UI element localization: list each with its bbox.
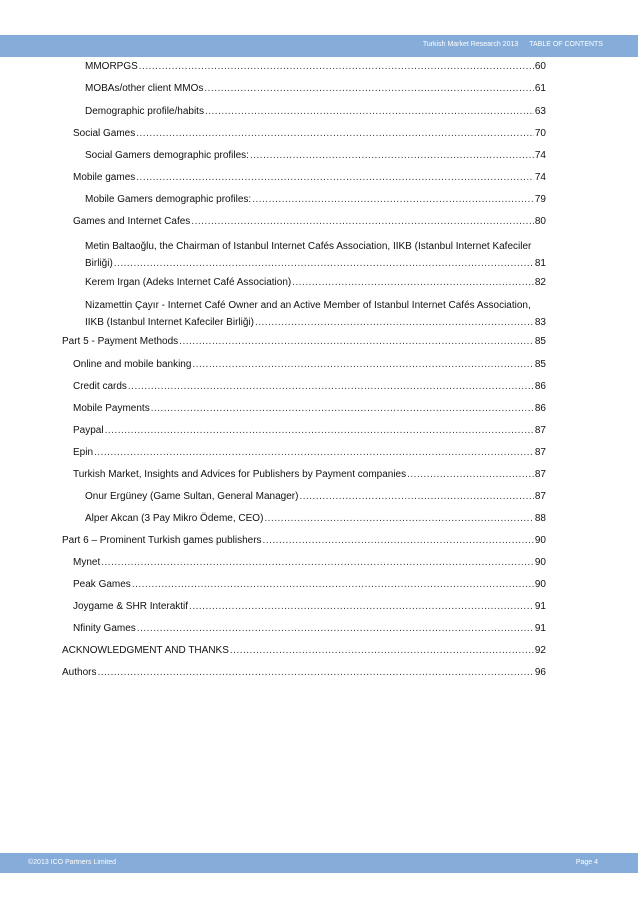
toc-entry-mynet[interactable] <box>73 556 546 570</box>
dot-leader <box>263 534 534 548</box>
toc-entry-title: Part 5 - Payment Methods <box>62 336 179 347</box>
toc-entry-title: Birliği) <box>85 258 113 269</box>
toc-entry-online-mobile-banking[interactable] <box>73 358 546 372</box>
toc-entry-mmorpgs[interactable] <box>85 60 546 74</box>
toc-entry-page: 87 <box>534 425 546 436</box>
toc-entry-title: Peak Games <box>73 579 131 590</box>
toc-entry-title: Online and mobile banking <box>73 359 192 370</box>
toc-entry-title: Nfinity Games <box>73 623 136 634</box>
dot-leader <box>136 171 534 185</box>
toc-entry-paypal[interactable] <box>73 424 546 438</box>
dot-leader <box>255 314 534 331</box>
toc-entry-onur-erguney[interactable] <box>85 490 546 504</box>
toc-entry-title: Joygame & SHR Interaktif <box>73 601 189 612</box>
dot-leader <box>151 402 534 416</box>
dot-leader <box>407 468 534 482</box>
toc-entry-title: Mobile Payments <box>73 403 150 414</box>
toc-entry-title-line1: Nizamettin Çayır - Internet Café Owner and an Active Member of Istanbul Internet Cafés Association, <box>85 300 531 311</box>
toc-entry-acknowledgment[interactable] <box>62 644 546 658</box>
toc-entry-page: 90 <box>534 535 546 546</box>
toc-entry-page: 92 <box>534 645 546 656</box>
toc-entry-page: 87 <box>534 469 546 480</box>
toc-entry-page: 63 <box>534 106 546 117</box>
dot-leader <box>264 512 533 526</box>
dot-leader <box>189 600 534 614</box>
dot-leader <box>136 127 534 141</box>
toc-entry-page: 90 <box>534 557 546 568</box>
toc-entry-page: 86 <box>534 403 546 414</box>
toc-entry-title: Turkish Market, Insights and Advices for Publishers by Payment companies <box>73 469 407 480</box>
dot-leader <box>101 556 534 570</box>
toc-entry-mobile-games[interactable] <box>73 171 546 185</box>
dot-leader <box>205 105 534 119</box>
dot-leader <box>139 60 534 74</box>
toc-entry-title: Demographic profile/habits <box>85 106 204 117</box>
dot-leader <box>114 255 534 272</box>
toc-entry-title-line1: Metin Baltaoğlu, the Chairman of Istanbul Internet Cafés Association, IIKB (Istanbul Internet Kafeciler <box>85 241 532 252</box>
footer-copyright: ©2013 ICO Partners Limited <box>28 859 117 866</box>
dot-leader <box>204 82 534 96</box>
toc-entry-title: Alper Akcan (3 Pay Mikro Ödeme, CEO) <box>85 513 264 524</box>
toc-entry-page: 80 <box>534 216 546 227</box>
section-title: TABLE OF CONTENTS <box>529 41 603 48</box>
toc-entry-title: Mobile games <box>73 172 136 183</box>
dot-leader <box>137 622 534 636</box>
toc-entry-page: 60 <box>534 61 546 72</box>
toc-entry-kerem-irgan[interactable] <box>85 276 546 290</box>
toc-entry-title: Social Games <box>73 128 136 139</box>
toc-entry-title: Part 6 – Prominent Turkish games publishers <box>62 535 262 546</box>
toc-entry-social-games[interactable] <box>73 127 546 141</box>
toc-entry-page: 87 <box>534 447 546 458</box>
dot-leader <box>192 358 533 372</box>
toc-entry-page: 90 <box>534 579 546 590</box>
toc-entry-title: IIKB (Istanbul Internet Kafeciler Birliği) <box>85 317 254 328</box>
toc-entry-epin[interactable] <box>73 446 546 460</box>
toc-entry-part5[interactable] <box>62 335 546 349</box>
toc-entry-title: MMORPGS <box>85 61 138 72</box>
toc-entry-page: 74 <box>534 172 546 183</box>
dot-leader <box>105 424 534 438</box>
dot-leader <box>250 149 534 163</box>
toc-entry-games-internet-cafes[interactable] <box>73 215 546 229</box>
dot-leader <box>299 490 533 504</box>
toc-entry-page: 85 <box>534 359 546 370</box>
toc-entry-page: 81 <box>534 258 546 269</box>
toc-entry-nfinity-games[interactable] <box>73 622 546 636</box>
toc-entry-title: Social Gamers demographic profiles: <box>85 150 249 161</box>
dot-leader <box>132 578 534 592</box>
toc-entry-page: 74 <box>534 150 546 161</box>
dot-leader <box>94 446 534 460</box>
toc-entry-title: Authors <box>62 667 97 678</box>
dot-leader <box>230 644 534 658</box>
toc-entry-page: 91 <box>534 623 546 634</box>
toc-entry-authors[interactable] <box>62 666 546 680</box>
toc-entry-title: Mynet <box>73 557 101 568</box>
dot-leader <box>292 276 534 290</box>
toc-entry-title: Epin <box>73 447 94 458</box>
toc-entry-title: Mobile Gamers demographic profiles: <box>85 194 252 205</box>
toc-entry-title: Credit cards <box>73 381 127 392</box>
toc-entry-page: 79 <box>534 194 546 205</box>
dot-leader <box>128 380 534 394</box>
dot-leader <box>191 215 534 229</box>
toc-entry-nizamettin-cayir[interactable] <box>85 297 546 331</box>
toc-entry-turkish-market-insights[interactable] <box>73 468 546 482</box>
toc-entry-page: 88 <box>534 513 546 524</box>
toc-entry-demographic-profile[interactable] <box>85 105 546 119</box>
report-title: Turkish Market Research 2013 <box>422 41 519 48</box>
dot-leader <box>252 193 534 207</box>
dot-leader <box>97 666 533 680</box>
toc-entry-mobile-payments[interactable] <box>73 402 546 416</box>
toc-entry-alper-akcan[interactable] <box>85 512 546 526</box>
toc-entry-page: 70 <box>534 128 546 139</box>
toc-entry-mobas[interactable] <box>85 82 546 96</box>
toc-entry-social-gamers-demographics[interactable] <box>85 149 546 163</box>
toc-entry-part6[interactable] <box>62 534 546 548</box>
toc-entry-title: Games and Internet Cafes <box>73 216 191 227</box>
toc-entry-mobile-gamers-demographics[interactable] <box>85 193 546 207</box>
toc-entry-page: 96 <box>534 667 546 678</box>
toc-entry-page: 91 <box>534 601 546 612</box>
toc-entry-metin-baltaoglu[interactable] <box>85 238 546 272</box>
toc-entry-title: ACKNOWLEDGMENT AND THANKS <box>62 645 229 656</box>
toc-entry-joygame[interactable] <box>73 600 546 614</box>
toc-entry-title: Onur Ergüney (Game Sultan, General Manager) <box>85 491 299 502</box>
toc-entry-peak-games[interactable] <box>73 578 546 592</box>
toc-entry-page: 85 <box>534 336 546 347</box>
toc-entry-title: MOBAs/other client MMOs <box>85 83 204 94</box>
footer-page-number: Page 4 <box>575 859 598 866</box>
dot-leader <box>179 335 534 349</box>
toc-entry-credit-cards[interactable] <box>73 380 546 394</box>
toc-entry-page: 82 <box>534 277 546 288</box>
toc-entry-page: 86 <box>534 381 546 392</box>
toc-entry-title: Paypal <box>73 425 104 436</box>
toc-entry-page: 83 <box>534 317 546 328</box>
toc-entry-page: 87 <box>534 491 546 502</box>
toc-entry-title: Kerem Irgan (Adeks Internet Café Association) <box>85 277 292 288</box>
toc-entry-page: 61 <box>534 83 546 94</box>
